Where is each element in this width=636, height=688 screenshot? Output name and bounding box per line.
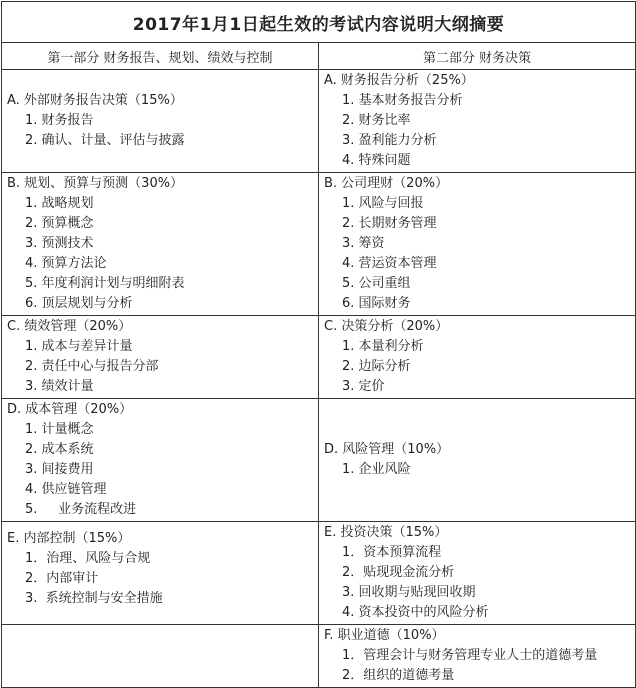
part1-section-b: [2, 173, 319, 316]
part2-section-e: [319, 522, 636, 625]
section-item: 1. 财务报告: [25, 113, 94, 128]
section-title: B. 规划、预算与预测（30%）: [7, 176, 184, 191]
syllabus-table: [1, 1, 636, 688]
part1-section-c: [2, 316, 319, 399]
section-item: 3. 绩效计量: [25, 379, 94, 394]
part1-empty-cell: [2, 625, 319, 688]
document-title: 2017年1月1日起生效的考试内容说明大纲摘要: [2, 2, 636, 43]
section-item: 3. 预测技术: [25, 236, 94, 251]
section-item: 2. 预算概念: [25, 216, 94, 231]
part2-header: 第二部分 财务决策: [319, 43, 636, 70]
section-item: 6. 顶层规划与分析: [25, 296, 133, 311]
section-item: 2. 确认、计量、评估与披露: [25, 133, 185, 148]
section-item: 5. 业务流程改进: [25, 502, 137, 517]
section-item: 1. 成本与差异计量: [25, 339, 133, 354]
section-item: 5. 公司重组: [342, 276, 411, 291]
section-item: 2. 责任中心与报告分部: [25, 359, 159, 374]
part2-section-f: [319, 625, 636, 688]
part2-section-b: [319, 173, 636, 316]
section-item: 1．管理会计与财务管理专业人士的道德考量: [342, 648, 598, 663]
part2-section-a: [319, 70, 636, 173]
part1-header: 第一部分 财务报告、规划、绩效与控制: [2, 43, 319, 70]
part2-section-d: [319, 399, 636, 522]
section-title: E. 内部控制（15%）: [7, 531, 131, 546]
section-item: 1. 基本财务报告分析: [342, 93, 463, 108]
section-item: 3. 回收期与贴现回收期: [342, 585, 476, 600]
section-title: C. 决策分析（20%）: [324, 319, 449, 334]
section-title: E. 投资决策（15%）: [324, 525, 448, 540]
section-title: A. 财务报告分析（25%）: [324, 73, 474, 88]
section-title: C. 绩效管理（20%）: [7, 319, 132, 334]
section-item: 2. 长期财务管理: [342, 216, 437, 231]
part2-section-c: [319, 316, 636, 399]
section-item: 1. 战略规划: [25, 196, 94, 211]
section-item: 4. 资本投资中的风险分析: [342, 605, 489, 620]
section-item: 2. 财务比率: [342, 113, 411, 128]
section-item: 4. 预算方法论: [25, 256, 107, 271]
part1-section-a: [2, 70, 319, 173]
section-item: 2. 边际分析: [342, 359, 411, 374]
part1-section-e: [2, 522, 319, 625]
section-item: 4. 特殊问题: [342, 153, 411, 168]
section-item: 1. 风险与回报: [342, 196, 424, 211]
section-title: D. 成本管理（20%）: [7, 402, 133, 417]
section-item: 3. 盈利能力分析: [342, 133, 437, 148]
section-item: 6. 国际财务: [342, 296, 411, 311]
section-item: 3. 间接费用: [25, 462, 94, 477]
section-title: D. 风险管理（10%）: [324, 442, 450, 457]
section-title: F. 职业道德（10%）: [324, 628, 445, 643]
section-item: 1. 计量概念: [25, 422, 94, 437]
section-item: 2．贴现现金流分析: [342, 565, 455, 580]
section-item: 3. 系统控制与安全措施: [25, 591, 163, 606]
part1-section-d: [2, 399, 319, 522]
section-item: 2．内部审计: [25, 571, 99, 586]
section-item: 4. 营运资本管理: [342, 256, 437, 271]
section-title: A. 外部财务报告决策（15%）: [7, 93, 183, 108]
section-item: 1. 本量利分析: [342, 339, 424, 354]
section-item: 2. 成本系统: [25, 442, 94, 457]
section-title: B. 公司理财（20%）: [324, 176, 449, 191]
section-item: 5. 年度利润计划与明细附表: [25, 276, 185, 291]
section-item: 4. 供应链管理: [25, 482, 107, 497]
section-item: 1. 企业风险: [342, 462, 411, 477]
section-item: 1．治理、风险与合规: [25, 551, 151, 566]
section-item: 1．资本预算流程: [342, 545, 442, 560]
section-item: 2．组织的道德考量: [342, 668, 455, 683]
section-item: 3. 筹资: [342, 236, 385, 251]
section-item: 3. 定价: [342, 379, 385, 394]
